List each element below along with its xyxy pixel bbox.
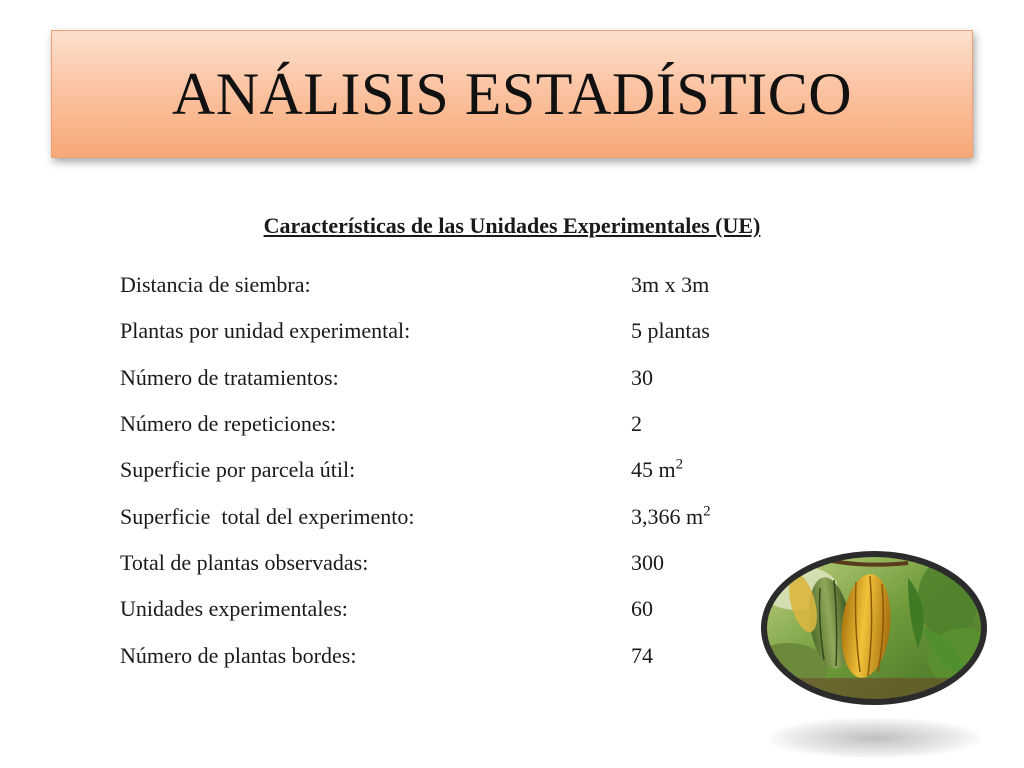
row-label: Unidades experimentales: bbox=[120, 596, 348, 622]
row-label: Superficie total del experimento: bbox=[120, 503, 415, 529]
row-value: 300 bbox=[631, 549, 664, 575]
list-item bbox=[120, 401, 711, 447]
characteristics-list bbox=[120, 262, 711, 679]
row-value: 3,366 $m^2$ bbox=[631, 503, 711, 529]
superscript: 2 bbox=[703, 503, 711, 520]
superscript: 2 bbox=[675, 457, 684, 473]
row-label: Distancia de siembra: bbox=[120, 272, 311, 298]
row-label: Número de repeticiones: bbox=[120, 411, 337, 437]
slide-title: ANÁLISIS ESTADÍSTICO bbox=[171, 60, 853, 127]
row-label: Superficie por parcela útil: bbox=[120, 457, 356, 483]
row-label: Número de tratamientos: bbox=[120, 364, 339, 390]
list-item bbox=[120, 355, 711, 401]
row-value: 74 bbox=[631, 642, 653, 668]
list-item bbox=[120, 447, 711, 493]
row-value: 3m x 3m bbox=[631, 272, 710, 298]
list-item bbox=[120, 262, 711, 308]
photo-reflection bbox=[770, 718, 980, 758]
row-value: 2 bbox=[631, 411, 642, 437]
list-item bbox=[120, 586, 711, 632]
row-value: 45 $m^2$ bbox=[631, 457, 684, 483]
list-item bbox=[120, 493, 711, 539]
row-label: Total de plantas observadas: bbox=[120, 549, 369, 575]
row-value: 30 bbox=[631, 364, 653, 390]
row-value: 5 plantas bbox=[631, 318, 710, 344]
list-item bbox=[120, 308, 711, 354]
cacao-pods-photo bbox=[758, 548, 990, 708]
list-item bbox=[120, 632, 711, 678]
section-subtitle: Características de las Unidades Experimentales (UE) bbox=[263, 213, 761, 238]
row-label: Número de plantas bordes: bbox=[120, 642, 357, 668]
row-value: 60 bbox=[631, 596, 653, 622]
list-item bbox=[120, 540, 711, 586]
row-label: Plantas por unidad experimental: bbox=[120, 318, 411, 344]
title-banner bbox=[51, 30, 973, 158]
